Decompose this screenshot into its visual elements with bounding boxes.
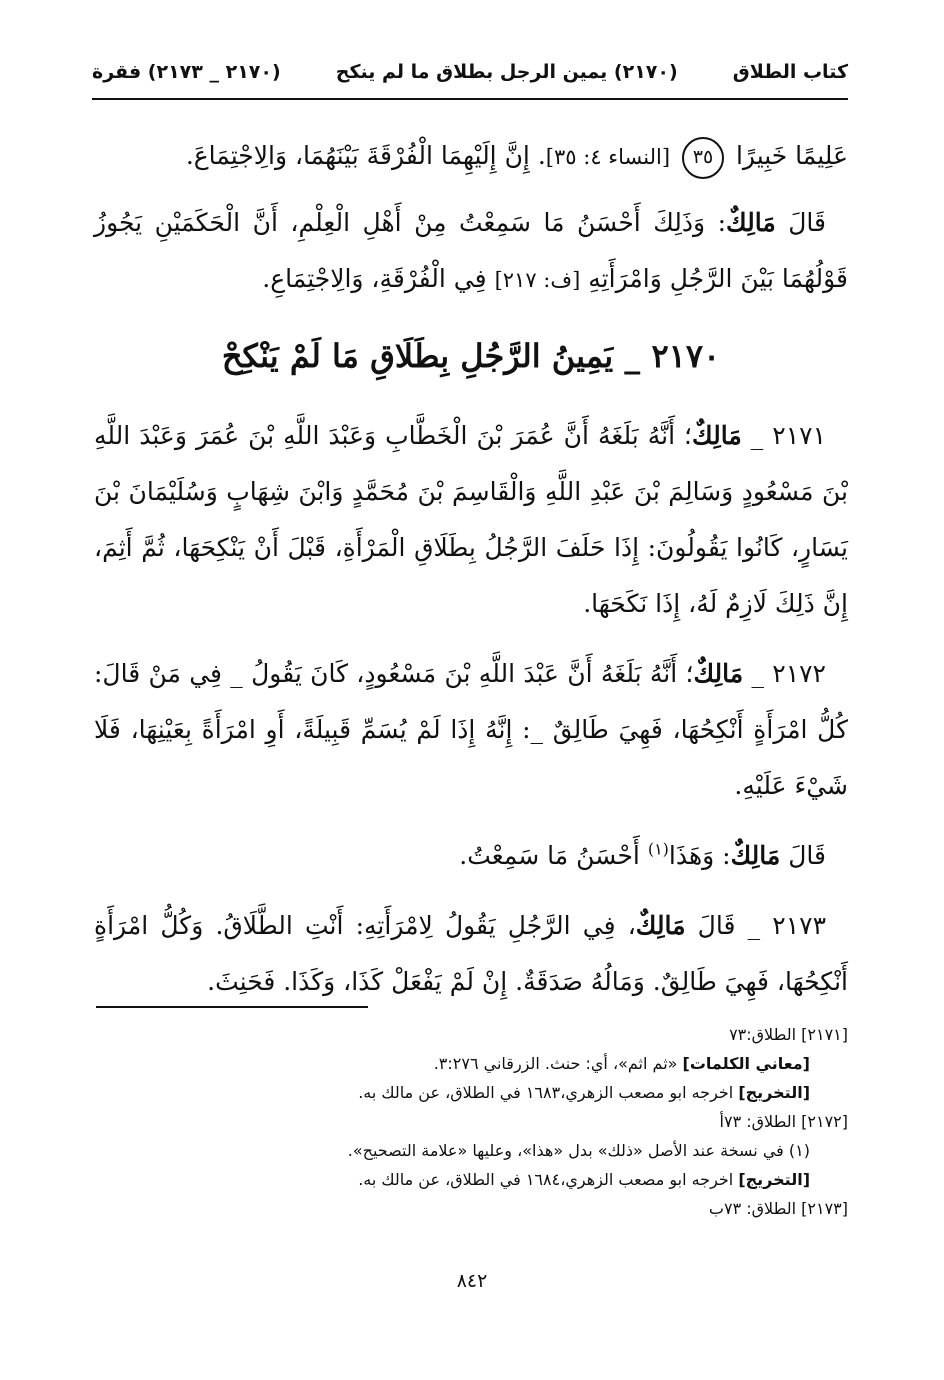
malik-note-2 bbox=[94, 828, 848, 884]
footnote-label: [التخريج] bbox=[738, 1170, 810, 1189]
footnote-text: «ثم اثم»، أي: حنث. الزرقاني ٣:٢٧٦. bbox=[433, 1054, 683, 1073]
header-rule bbox=[92, 98, 848, 100]
malik-note-text-end: أَحْسَنُ مَا سَمِعْتُ. bbox=[459, 841, 648, 870]
hadith-number: ٢١٧١ _ bbox=[750, 421, 826, 450]
header-section-title: (٢١٧٠) يمين الرجل بطلاق ما لم ينكح bbox=[335, 61, 678, 83]
malik-note bbox=[94, 195, 848, 308]
hadith-2173 bbox=[94, 898, 848, 1010]
footnote-separator bbox=[96, 1006, 368, 1008]
intro-paragraph bbox=[94, 128, 848, 185]
footnote-label: [معاني الكلمات] bbox=[682, 1054, 810, 1073]
footnote-1: (١) في نسخة عند الأصل «ذلك» بدل «هذا»، وعليها «علامة التصحيح». bbox=[347, 1141, 810, 1160]
verse-number-ornament: ٣٥ bbox=[682, 137, 724, 179]
footnote-ref-2172: [٢١٧٢] الطلاق: ٧٣أ bbox=[719, 1112, 848, 1131]
malik-note-text: : وَهَذَا bbox=[668, 841, 731, 870]
page-ref: [ف: ٢١٧] bbox=[494, 268, 581, 292]
main-text bbox=[94, 128, 848, 1024]
quran-citation: [النساء ٤: ٣٥] bbox=[545, 145, 671, 169]
hadith-number: ٢١٧٢ _ bbox=[751, 659, 826, 688]
footnote-meanings bbox=[96, 1049, 848, 1078]
chapter-title: ٢١٧٠ _ يَمِينُ الرَّجُلِ بِطَلَاقِ مَا لَمْ يَنْكِحْ bbox=[221, 337, 721, 375]
hadith-lead: قَالَ bbox=[697, 911, 736, 940]
hadith-text: ، فِي الرَّجُلِ يَقُولُ لِامْرَأَتِهِ: أَنْتِ الطَّلَاقُ. وَكُلُّ امْرَأَةٍ أَنْكِحُهَا، فَهِيَ طَالِقٌ. وَمَالُهُ صَدَقَةٌ. إِنْ لَمْ يَفْعَلْ كَذَا، وَكَذَا. فَحَنِثَ. bbox=[94, 911, 848, 996]
hadith-text: ؛ أَنَّهُ بَلَغَهُ أَنَّ عَبْدَ اللَّهِ بْنَ مَسْعُودٍ، كَانَ يَقُولُ _ فِي مَنْ قَالَ: كُلُّ امْرَأَةٍ أَنْكِحُهَا، فَهِيَ طَالِقٌ _: إِنَّهُ إِذَا لَمْ يُسَمِّ قَبِيلَةً، أَوِ امْرَأَةً بِعَيْنِهَا، فَلَا شَيْءَ عَلَيْهِ. bbox=[94, 659, 848, 800]
malik-note-text-end: فِي الْفُرْقَةِ، وَالِاجْتِمَاعِ. bbox=[262, 264, 487, 293]
footnote-text: اخرجه ابو مصعب الزهري،١٦٨٤ في الطلاق، عن مالك به. bbox=[358, 1170, 739, 1189]
malik-name: مَالِكٌ bbox=[692, 421, 742, 450]
malik-name: مَالِكٌ bbox=[693, 659, 744, 688]
page-number: ٨٤٢ bbox=[456, 1270, 488, 1292]
malik-name: مَالِكٌ bbox=[730, 841, 781, 870]
footnote-takhrij-2172 bbox=[96, 1165, 848, 1194]
malik-note-text: : وَذَلِكَ أَحْسَنُ مَا سَمِعْتُ مِنْ أَهْلِ الْعِلْمِ، أَنَّ الْحَكَمَيْنِ يَجُوزُ قَوْلُهُمَا بَيْنَ الرَّجُلِ وَامْرَأَتِهِ bbox=[94, 208, 848, 293]
footnote-text: اخرجه ابو مصعب الزهري،١٦٨٣ في الطلاق، عن مالك به. bbox=[358, 1083, 739, 1102]
malik-note-lead: قَالَ bbox=[788, 208, 826, 237]
book-title: كتاب الطلاق bbox=[732, 61, 848, 83]
intro-tail: . إِنَّ إِلَيْهِمَا الْفُرْقَةَ بَيْنَهُمَا، وَالِاجْتِمَاعَ. bbox=[185, 141, 546, 170]
malik-name: مَالِكٌ bbox=[635, 911, 686, 940]
header-range: (٢١٧٠ _ ٢١٧٣) فقرة bbox=[92, 61, 281, 83]
running-header bbox=[92, 52, 848, 92]
hadith-2171 bbox=[94, 408, 848, 632]
footnote-ref-2173: [٢١٧٣] الطلاق: ٧٣ب bbox=[708, 1199, 848, 1218]
malik-name: مَالِكٌ bbox=[726, 208, 776, 237]
footnote-ref-2171: [٢١٧١] الطلاق:٧٣ bbox=[729, 1025, 848, 1044]
footnote-label: [التخريج] bbox=[738, 1083, 810, 1102]
malik-note-lead: قَالَ bbox=[788, 841, 826, 870]
footnote-takhrij-2171 bbox=[96, 1078, 848, 1107]
quran-text: عَلِيمًا خَبِيرًا bbox=[735, 141, 848, 170]
hadith-2172 bbox=[94, 646, 848, 814]
hadith-number: ٢١٧٣ _ bbox=[747, 911, 826, 940]
footnote-marker: (١) bbox=[647, 839, 669, 859]
hadith-text: ؛ أَنَّهُ بَلَغَهُ أَنَّ عُمَرَ بْنَ الْخَطَّابِ وَعَبْدَ اللَّهِ بْنَ عُمَرَ وَعَبْدَ اللَّهِ بْنَ مَسْعُودٍ وَسَالِمَ بْنَ عَبْدِ اللَّهِ وَالْقَاسِمَ بْنَ مُحَمَّدٍ وَابْنَ شِهَابٍ وَسُلَيْمَانَ بْنَ يَسَارٍ، كَانُوا يَقُولُونَ: إِذَا حَلَفَ الرَّجُلُ بِطَلَاقِ الْمَرْأَةِ، قَبْلَ أَنْ يَنْكِحَهَا، ثُمَّ أَثِمَ، إِنَّ ذَلِكَ لَازِمٌ لَهُ، إِذَا نَكَحَهَا. bbox=[94, 421, 848, 618]
footnotes bbox=[96, 1020, 848, 1223]
